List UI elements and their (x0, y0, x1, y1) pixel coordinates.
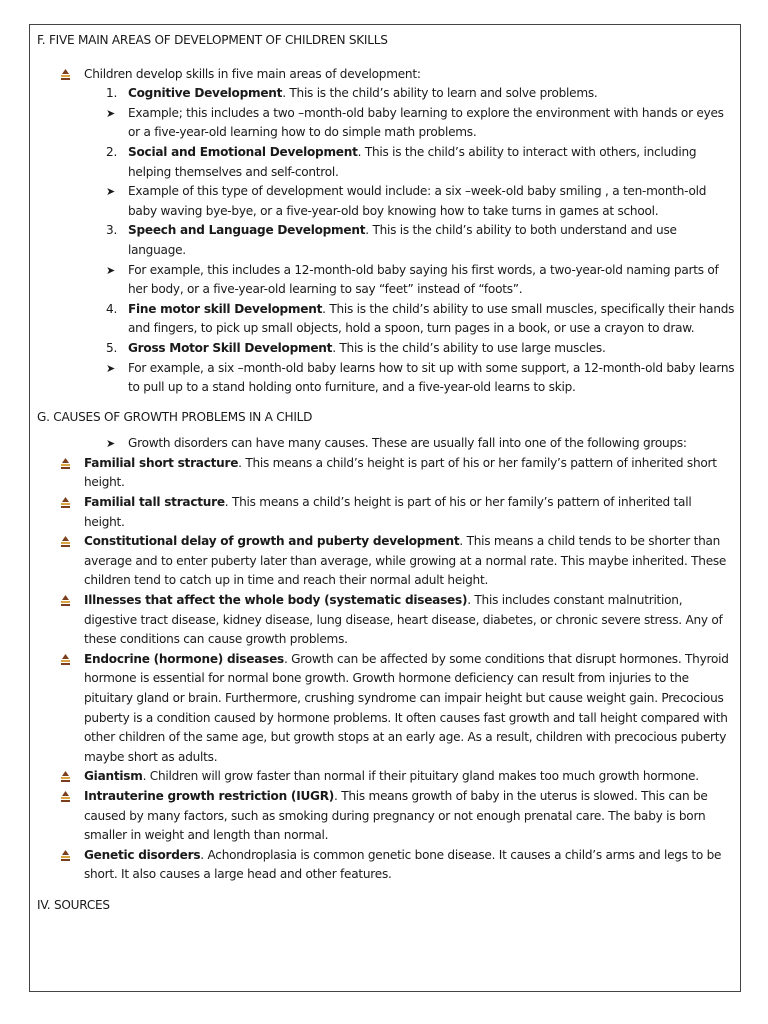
list-number: 4. (106, 301, 118, 316)
item-title: Familial short stracture (84, 455, 239, 470)
list-item (37, 787, 735, 846)
item-title: Familial tall stracture (84, 495, 225, 510)
section-f-intro (37, 65, 735, 85)
list-number: 2. (106, 144, 118, 159)
item-text: . This is the child’s ability to use large muscles. (332, 340, 606, 355)
diamond-arrow-bullet-icon (60, 654, 71, 666)
list-number: 1. (106, 86, 118, 101)
arrow-bullet-icon: ➤ (106, 361, 115, 375)
item-title: Intrauterine growth restriction (IUGR) (84, 788, 335, 803)
item-title: Fine motor skill Development (128, 301, 323, 316)
item-title: Social and Emotional Development (128, 144, 358, 159)
item-text: . This includes constant malnutrition, digestive tract disease, kidney disease, lung disease, heart disease, diabetes, or chronic severe stress. Any of these conditions can cause growth problems. (84, 593, 723, 647)
example-text: For example, this includes a 12-month-old baby saying his first words, a two-year-old naming parts of her body, or a five-year-old learning to say “feet” instead of “foots”. (128, 262, 719, 297)
diamond-arrow-bullet-icon (60, 69, 71, 81)
diamond-arrow-bullet-icon (60, 458, 71, 470)
diamond-arrow-bullet-icon (60, 595, 71, 607)
item-text: . This means a child’s height is part of his or her family’s pattern of inherited short height. (84, 455, 717, 490)
item-text: . This is the child’s ability to use small muscles, specifically their hands and fingers, to pick up small objects, hold a spoon, turn pages in a book, or use a crayon to draw. (128, 301, 735, 336)
item-text: . This means a child’s height is part of his or her family’s pattern of inherited tall height. (84, 495, 692, 529)
diamond-arrow-bullet-icon (60, 771, 71, 783)
item-title: Genetic disorders (84, 847, 201, 862)
development-areas-list (37, 84, 735, 398)
item-text: . This means a child tends to be shorter than average and to enter puberty later than average, while growing at a normal rate. This maybe inherited. These children tend to catch up in time and reach their normal adult height. (84, 534, 727, 588)
arrow-bullet-icon: ➤ (106, 263, 115, 277)
list-item (37, 84, 735, 104)
item-text: . This is the child’s ability to learn and solve problems. (282, 86, 598, 101)
arrow-bullet-icon: ➤ (106, 106, 115, 120)
list-item (37, 143, 735, 182)
item-title: Illnesses that affect the whole body (systematic diseases) (84, 593, 468, 608)
section-iv-heading: IV. SOURCES (37, 897, 110, 912)
item-title: Constitutional delay of growth and puberty development (84, 534, 460, 549)
list-item (37, 300, 735, 339)
diamond-arrow-bullet-icon (60, 497, 71, 509)
item-text: . Children will grow faster than normal if their pituitary gland makes too much growth hormone. (142, 769, 699, 784)
list-item (37, 767, 735, 787)
diamond-arrow-bullet-icon (60, 791, 71, 803)
list-number: 5. (106, 340, 118, 355)
section-f-heading: F. FIVE MAIN AREAS OF DEVELOPMENT OF CHILDREN SKILLS (37, 33, 388, 47)
example-text: Example; this includes a two –month-old baby learning to explore the environment with hands or eyes or a five-year-old learning how to do simple math problems. (128, 105, 724, 140)
item-text: . This means growth of baby in the uterus is slowed. This can be caused by many factors, such as smoking during pregnancy or not enough prenatal care. The baby is born smaller in weight and length than normal. (84, 788, 708, 843)
list-item (37, 454, 735, 493)
item-title: Speech and Language Development (128, 223, 366, 238)
list-item (37, 591, 735, 650)
item-text: . This is the child’s ability to both understand and use language. (128, 223, 677, 257)
document-frame (29, 24, 741, 992)
section-g-intro-text: Growth disorders can have many causes. These are usually fall into one of the following groups: (128, 436, 687, 451)
section-f-intro-text: Children develop skills in five main areas of development: (84, 66, 421, 81)
list-item (37, 493, 735, 532)
document-content (37, 31, 735, 916)
arrow-bullet-icon: ➤ (106, 437, 115, 451)
section-g-intro (37, 434, 735, 454)
example-text: For example, a six –month-old baby learns how to sit up with some support, a 12-month-old baby learns to pull up to a stand holding onto furniture, and a five-year-old learns to skip. (128, 360, 735, 395)
diamond-arrow-bullet-icon (60, 850, 71, 862)
item-title: Cognitive Development (128, 86, 283, 101)
item-title: Gross Motor Skill Development (128, 340, 333, 355)
item-title: Endocrine (hormone) diseases (84, 651, 284, 666)
list-item (37, 532, 735, 591)
list-item-example (37, 104, 735, 143)
list-item (37, 650, 735, 768)
example-text: Example of this type of development would include: a six –week-old baby smiling , a ten-month-old baby waving bye-bye, or a five-year-old boy knowing how to take turns in games at school. (128, 184, 707, 218)
list-number: 3. (106, 223, 118, 238)
item-text: . This is the child’s ability to interact with others, including helping themselves and self-control. (128, 144, 697, 179)
item-title: Giantism (84, 769, 143, 784)
section-g-heading: G. CAUSES OF GROWTH PROBLEMS IN A CHILD (37, 409, 313, 424)
item-text: . Growth can be affected by some conditions that disrupt hormones. Thyroid hormone is essential for normal bone growth. Growth hormone deficiency can result from injuries to the pituitary gland or brain. Furthermore, crushing syndrome can impair height but cause weight gain. Precocious puberty is a condition caused by hormone problems. It often causes fast growth and tall height compared with other children of the same age, but growth stops at an early age. As a result, children with precocious puberty maybe short as adults. (84, 651, 729, 764)
list-item (37, 221, 735, 260)
list-item-example (37, 182, 735, 221)
list-item (37, 846, 735, 885)
list-item-example (37, 359, 735, 398)
growth-causes-list (37, 454, 735, 885)
diamond-arrow-bullet-icon (60, 536, 71, 548)
list-item (37, 339, 735, 359)
arrow-bullet-icon: ➤ (106, 185, 115, 199)
list-item-example (37, 261, 735, 300)
item-text: . Achondroplasia is common genetic bone disease. It causes a child’s arms and legs to be short. It also causes a large head and other features. (84, 847, 722, 882)
